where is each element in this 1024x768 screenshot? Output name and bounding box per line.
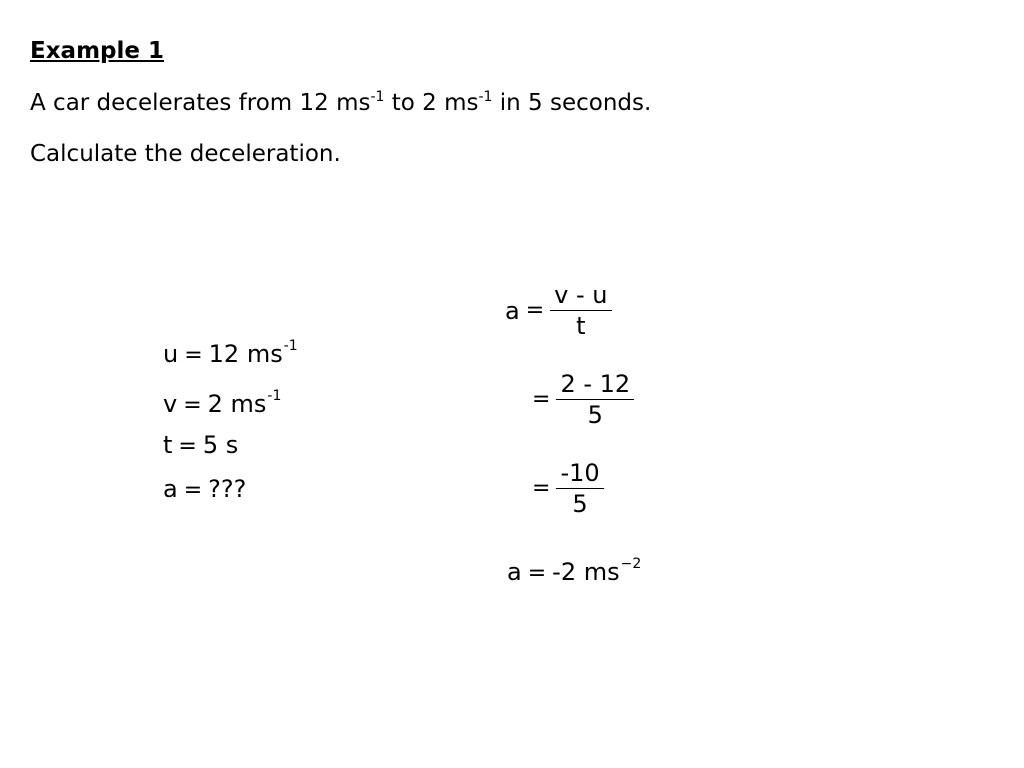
given-t: [163, 431, 238, 459]
equals-sign: =: [183, 478, 203, 503]
substitution-numerator: 2 - 12: [556, 369, 634, 400]
formula-lhs: a: [505, 296, 520, 325]
formula-denominator: t: [576, 312, 586, 340]
problem-exponent-1: -1: [370, 89, 385, 105]
substitution-fraction: [556, 369, 634, 430]
equals-sign: =: [527, 561, 547, 586]
given-t-value: 5 s: [202, 431, 239, 459]
instruction-text: Calculate the deceleration.: [30, 141, 341, 167]
example-heading: Example 1: [30, 38, 164, 64]
equals-sign: =: [532, 387, 551, 412]
given-u: [163, 340, 298, 368]
substitution-denominator: 5: [587, 401, 603, 429]
given-u-var: u: [163, 340, 179, 368]
simplified-fraction: [556, 458, 603, 519]
result-value: -2 ms: [552, 558, 620, 586]
simplified-denominator: 5: [572, 490, 588, 518]
substitution-equation: [526, 369, 634, 430]
equals-sign: =: [532, 476, 551, 501]
given-u-exponent: -1: [283, 338, 298, 354]
given-u-value: 12 ms: [208, 340, 283, 368]
formula-fraction: [550, 280, 611, 341]
given-v: [163, 390, 281, 418]
given-t-var: t: [163, 431, 173, 459]
given-a-value: ???: [208, 475, 247, 503]
formula-equation: [505, 280, 612, 341]
result-exponent: −2: [620, 556, 642, 572]
equals-sign: =: [525, 298, 545, 323]
problem-text-end: in 5 seconds.: [492, 90, 652, 116]
equals-sign: =: [184, 343, 203, 368]
simplified-equation: [526, 458, 604, 519]
given-a-var: a: [163, 475, 178, 503]
given-a: [163, 475, 246, 503]
problem-statement: [30, 90, 651, 116]
simplified-numerator: -10: [556, 458, 603, 489]
problem-exponent-2: -1: [478, 89, 493, 105]
problem-text-middle: to 2 ms: [384, 90, 479, 116]
result-equation: [507, 558, 641, 586]
equals-sign: =: [178, 434, 197, 459]
given-v-var: v: [163, 390, 178, 418]
given-v-value: 2 ms: [207, 390, 267, 418]
result-lhs: a: [507, 558, 522, 586]
formula-numerator: v - u: [550, 280, 611, 311]
equals-sign: =: [183, 393, 202, 418]
problem-text-start: A car decelerates from 12 ms: [30, 90, 371, 116]
given-v-exponent: -1: [267, 388, 282, 404]
